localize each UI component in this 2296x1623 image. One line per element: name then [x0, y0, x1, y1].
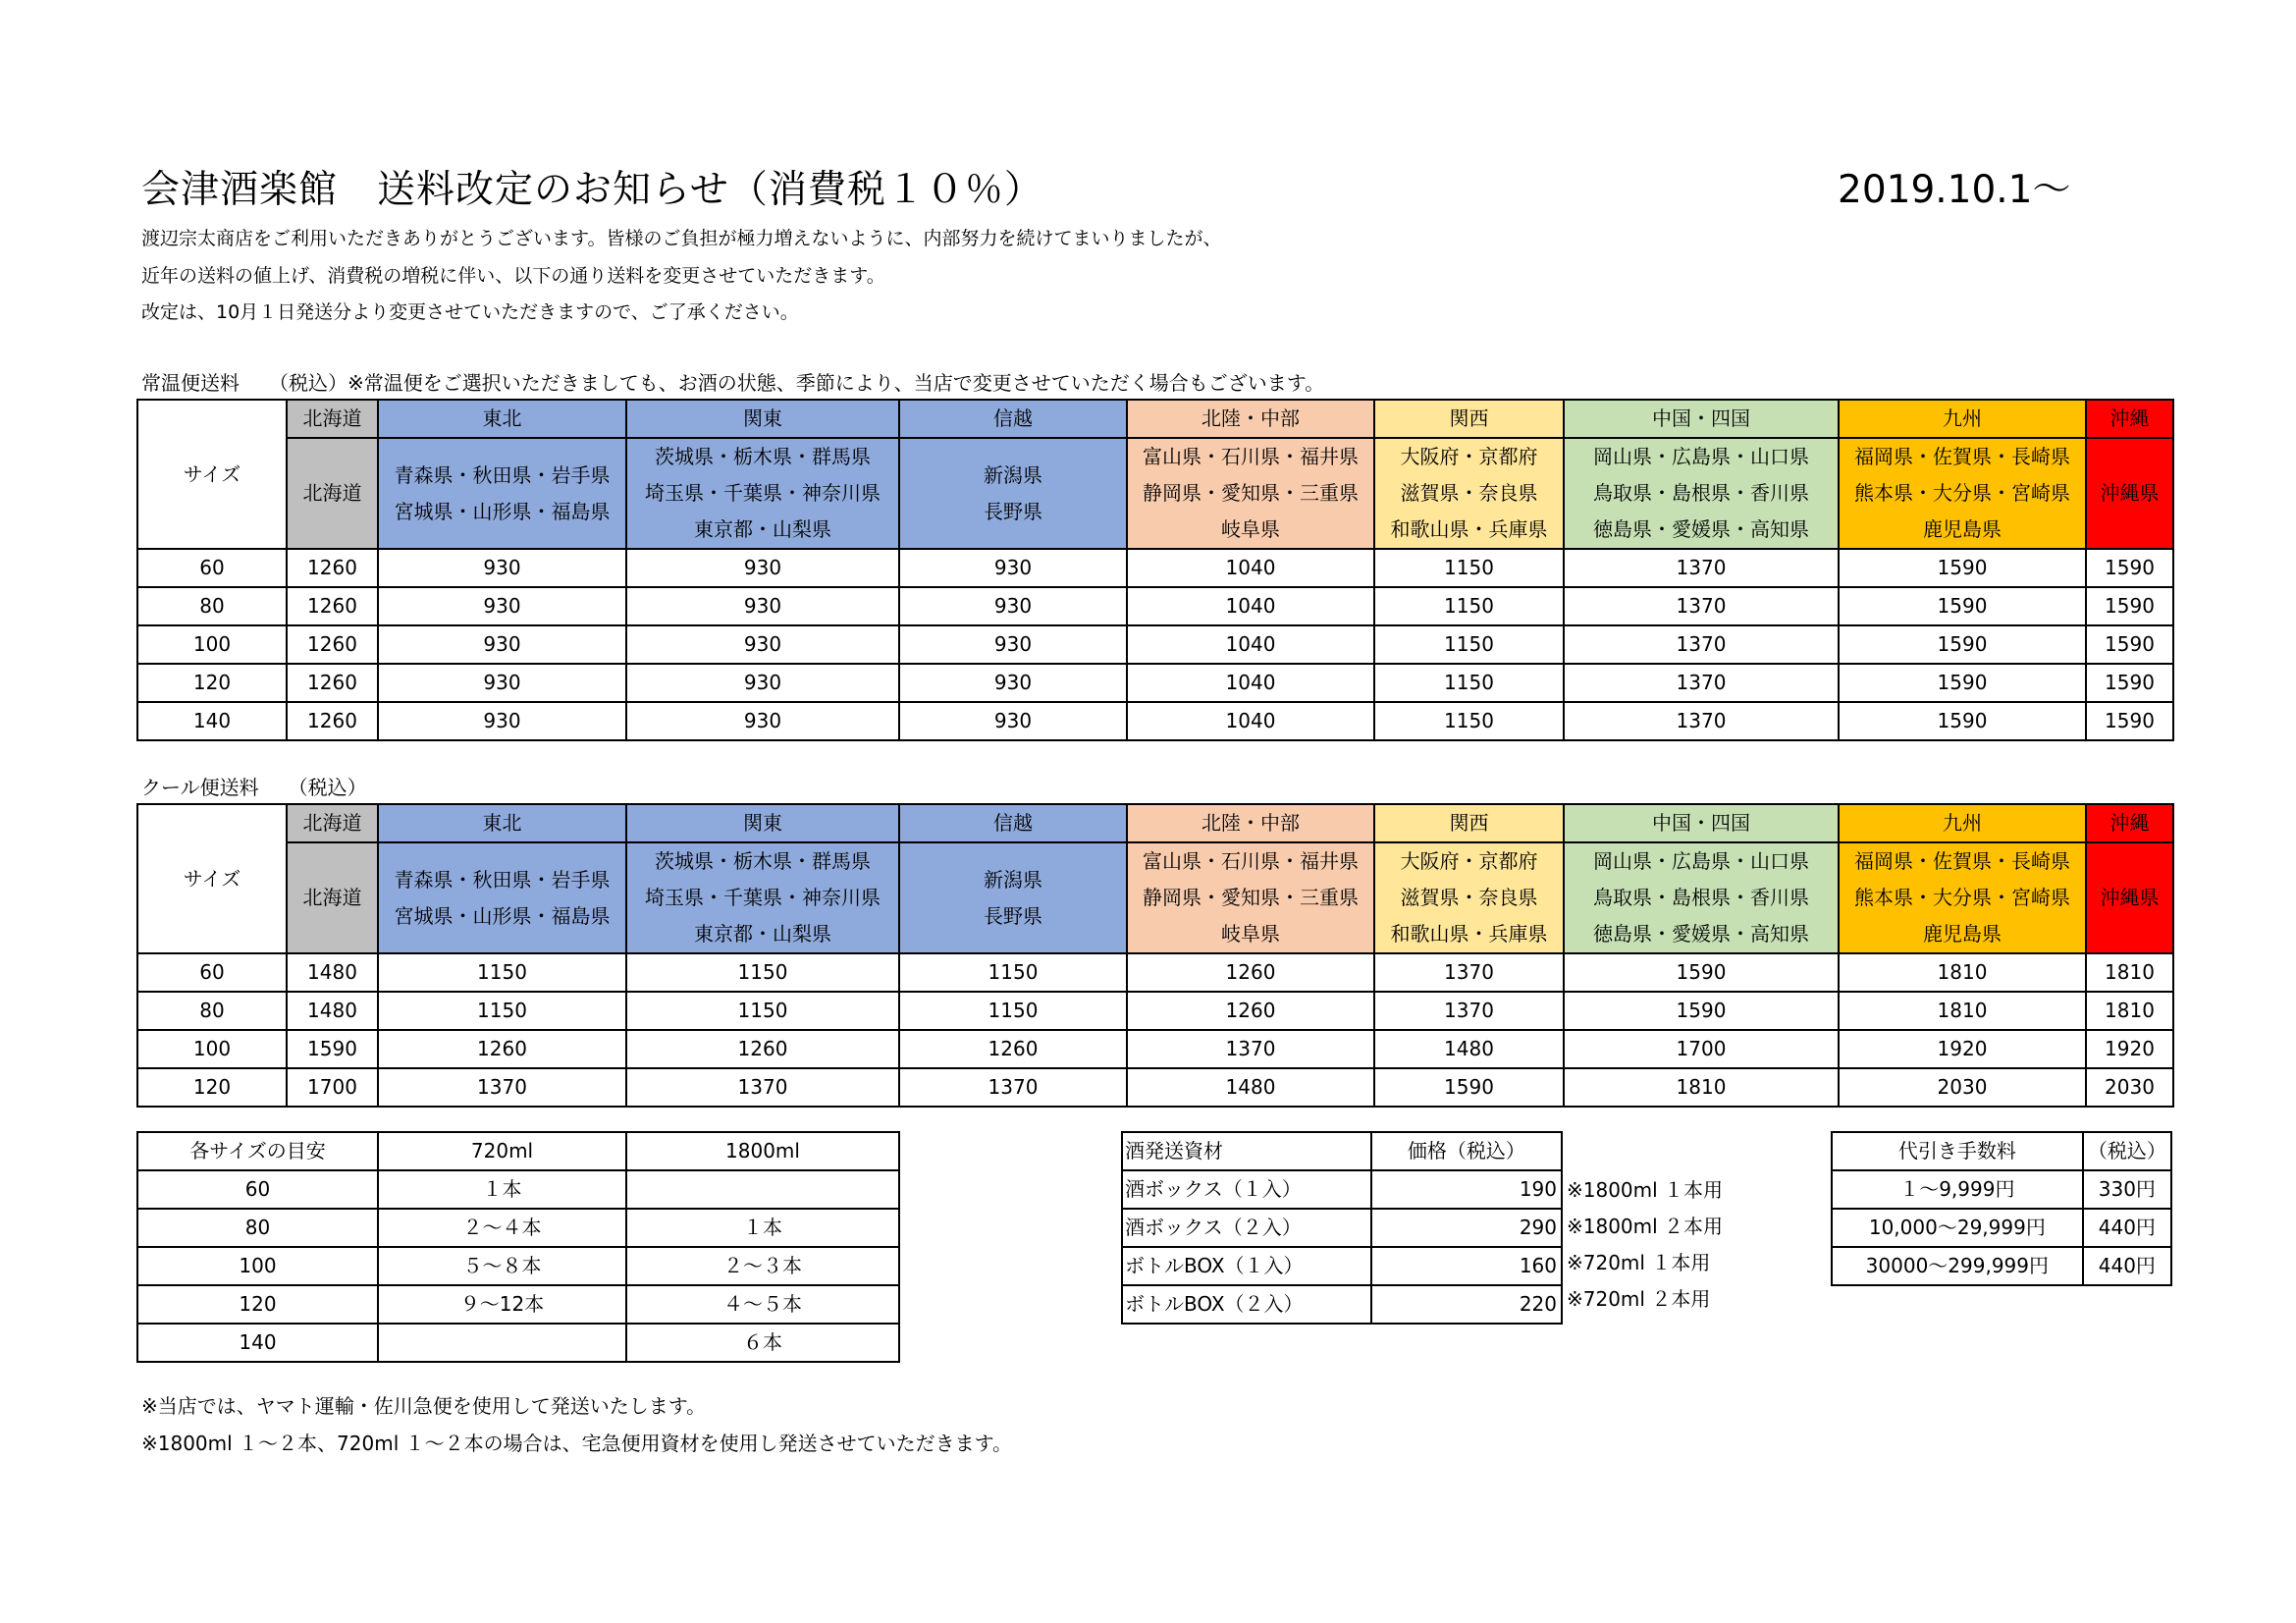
- price-cell: 930: [378, 587, 626, 625]
- price-cell: 1150: [899, 992, 1127, 1030]
- prefecture-line: 鹿児島県: [1923, 517, 2002, 541]
- size-guide-header: 720ml: [378, 1132, 626, 1170]
- prefecture-cell: [1564, 842, 1839, 953]
- cool-caption: クール便送料 （税込）: [141, 776, 367, 799]
- size-guide-header: 1800ml: [626, 1132, 899, 1170]
- prefecture-line: 富山県・石川県・福井県: [1143, 445, 1359, 468]
- footer-note: ※1800ml １～２本、720ml １～２本の場合は、宅急便用資材を使用し発送させていただきます。: [141, 1432, 1013, 1455]
- price-cell: 1040: [1127, 625, 1374, 664]
- prefecture-cell: [2086, 842, 2173, 953]
- price-cell: 1590: [1839, 625, 2086, 664]
- prefecture-cell: [1127, 438, 1374, 549]
- price-cell: 1370: [1127, 1030, 1374, 1068]
- price-cell: 1150: [1374, 549, 1564, 587]
- prefecture-line: 鳥取県・島根県・香川県: [1593, 886, 1809, 909]
- prefecture-line: 福岡県・佐賀県・長崎県: [1854, 849, 2070, 873]
- price-cell: 2030: [1839, 1068, 2086, 1107]
- region-header: 九州: [1839, 400, 2086, 438]
- price-cell: 1590: [2086, 549, 2173, 587]
- price-cell: 1260: [287, 664, 378, 702]
- prefecture-cell: [378, 438, 626, 549]
- material-note: ※720ml １本用: [1567, 1251, 1711, 1274]
- intro-line: 渡辺宗太商店をご利用いただきありがとうございます。皆様のご負担が極力増えないように、内部努力を続けてまいりましたが、: [141, 228, 1222, 249]
- table-header-row: [137, 400, 2173, 438]
- prefecture-cell: [1127, 842, 1374, 953]
- price-cell: 1810: [1839, 953, 2086, 992]
- price-cell: 1810: [1564, 1068, 1839, 1107]
- table-row: [1122, 1170, 1562, 1209]
- table-row: [137, 1068, 2173, 1107]
- prefecture-line: 熊本県・大分県・宮崎県: [1854, 886, 2070, 909]
- table-header-row: [137, 842, 2173, 953]
- cod-cell: 440円: [2083, 1247, 2171, 1285]
- price-cell: 1590: [2086, 587, 2173, 625]
- table-row: [137, 1030, 2173, 1068]
- price-cell: 930: [899, 549, 1127, 587]
- region-header: 東北: [378, 400, 626, 438]
- material-note: ※1800ml ２本用: [1567, 1215, 1724, 1238]
- prefecture-line: 福岡県・佐賀県・長崎県: [1854, 445, 2070, 468]
- prefecture-line: 大阪府・京都府: [1400, 849, 1538, 873]
- price-cell: 1040: [1127, 702, 1374, 740]
- price-cell: 1590: [1839, 587, 2086, 625]
- region-header: 北海道: [287, 400, 378, 438]
- prefecture-line: 東京都・山梨県: [694, 922, 831, 946]
- prefecture-cell: [2086, 438, 2173, 549]
- prefecture-line: 沖縄県: [2100, 481, 2160, 505]
- size-guide-cell: ５～８本: [378, 1247, 626, 1285]
- price-cell: 1590: [1564, 992, 1839, 1030]
- table-header-row: [1832, 1132, 2171, 1170]
- price-cell: 930: [626, 625, 899, 664]
- size-cell: 60: [137, 953, 287, 992]
- prefecture-line: 新潟県: [984, 462, 1042, 487]
- price-cell: 1590: [287, 1030, 378, 1068]
- size-cell: 80: [137, 587, 287, 625]
- prefecture-cell: [1839, 842, 2086, 953]
- price-cell: 1920: [1839, 1030, 2086, 1068]
- price-cell: 1260: [1127, 953, 1374, 992]
- price-cell: 1040: [1127, 587, 1374, 625]
- prefecture-line: 埼玉県・千葉県・神奈川県: [645, 886, 881, 909]
- prefecture-line: 岡山県・広島県・山口県: [1593, 445, 1809, 468]
- prefecture-line: 和歌山県・兵庫県: [1390, 517, 1548, 541]
- table-row: [137, 953, 2173, 992]
- price-cell: 1260: [1127, 992, 1374, 1030]
- table-header-row: [137, 438, 2173, 549]
- material-name: ボトルBOX（２入）: [1122, 1285, 1371, 1324]
- price-cell: 1590: [2086, 625, 2173, 664]
- price-cell: 1590: [1839, 549, 2086, 587]
- prefecture-line: 新潟県: [984, 867, 1042, 892]
- table-row: [1832, 1247, 2171, 1285]
- cod-header: 代引き手数料: [1832, 1132, 2083, 1170]
- size-cell: 140: [137, 702, 287, 740]
- prefecture-cell: [1564, 438, 1839, 549]
- prefecture-line: 静岡県・愛知県・三重県: [1143, 886, 1359, 909]
- price-cell: 930: [626, 702, 899, 740]
- prefecture-line: 徳島県・愛媛県・高知県: [1593, 922, 1809, 946]
- price-cell: 1810: [1839, 992, 2086, 1030]
- table-row: [137, 1324, 899, 1362]
- price-cell: 1370: [626, 1068, 899, 1107]
- material-note: ※1800ml １本用: [1567, 1178, 1724, 1202]
- price-cell: 1370: [1564, 625, 1839, 664]
- size-guide-table: [136, 1131, 900, 1363]
- region-header: 関西: [1374, 804, 1564, 842]
- regular-shipping-table: [136, 399, 2174, 741]
- price-cell: 930: [378, 702, 626, 740]
- cod-header: （税込）: [2083, 1132, 2171, 1170]
- prefecture-line: 滋賀県・奈良県: [1400, 886, 1538, 909]
- price-cell: 1260: [899, 1030, 1127, 1068]
- intro-line: 近年の送料の値上げ、消費税の増税に伴い、以下の通り送料を変更させていただきます。: [141, 265, 885, 287]
- region-header: 北陸・中部: [1127, 804, 1374, 842]
- table-header-row: [1122, 1132, 1562, 1170]
- price-cell: 1150: [1374, 664, 1564, 702]
- price-cell: 1590: [1839, 664, 2086, 702]
- cod-cell: 440円: [2083, 1209, 2171, 1247]
- materials-header: 価格（税込）: [1371, 1132, 1562, 1170]
- material-note: ※720ml ２本用: [1567, 1287, 1711, 1311]
- price-cell: 1370: [899, 1068, 1127, 1107]
- prefecture-line: 宮城県・山形県・福島県: [394, 903, 611, 928]
- table-row: [137, 992, 2173, 1030]
- prefecture-line: 埼玉県・千葉県・神奈川県: [645, 481, 881, 505]
- material-price: 290: [1371, 1209, 1562, 1247]
- intro-line: 改定は、10月１日発送分より変更させていただきますので、ご了承ください。: [141, 301, 799, 323]
- price-cell: 1590: [2086, 664, 2173, 702]
- price-cell: 1260: [287, 625, 378, 664]
- materials-table: [1121, 1131, 1563, 1325]
- price-cell: 1590: [1374, 1068, 1564, 1107]
- table-row: [1832, 1209, 2171, 1247]
- size-guide-cell: １本: [378, 1170, 626, 1209]
- material-name: 酒ボックス（１入）: [1122, 1170, 1371, 1209]
- size-cell: 100: [137, 625, 287, 664]
- prefecture-line: 北海道: [302, 886, 362, 909]
- table-row: [137, 587, 2173, 625]
- price-cell: 1810: [2086, 992, 2173, 1030]
- size-guide-cell: 100: [137, 1247, 378, 1285]
- price-cell: 1480: [287, 953, 378, 992]
- region-header: 信越: [899, 804, 1127, 842]
- prefecture-line: 岐阜県: [1221, 922, 1280, 946]
- price-cell: 1260: [378, 1030, 626, 1068]
- region-header: 関東: [626, 804, 899, 842]
- table-row: [137, 549, 2173, 587]
- price-cell: 1370: [378, 1068, 626, 1107]
- table-row: [137, 1285, 899, 1324]
- table-header-row: [137, 1132, 899, 1170]
- material-name: ボトルBOX（１入）: [1122, 1247, 1371, 1285]
- prefecture-line: 鹿児島県: [1923, 922, 2002, 946]
- price-cell: 930: [626, 549, 899, 587]
- region-header: 信越: [899, 400, 1127, 438]
- prefecture-line: 岐阜県: [1221, 517, 1280, 541]
- cod-cell: 10,000～29,999円: [1832, 1209, 2083, 1247]
- region-header: 中国・四国: [1564, 400, 1839, 438]
- price-cell: 1150: [1374, 625, 1564, 664]
- region-header: 九州: [1839, 804, 2086, 842]
- material-price: 220: [1371, 1285, 1562, 1324]
- size-cell: 120: [137, 1068, 287, 1107]
- size-guide-cell: 140: [137, 1324, 378, 1362]
- size-guide-cell: ４～５本: [626, 1285, 899, 1324]
- prefecture-line: 沖縄県: [2100, 886, 2160, 909]
- prefecture-cell: [1374, 842, 1564, 953]
- size-guide-cell: ６本: [626, 1324, 899, 1362]
- price-cell: 1260: [287, 587, 378, 625]
- price-cell: 930: [899, 702, 1127, 740]
- price-cell: 1150: [1374, 587, 1564, 625]
- material-name: 酒ボックス（２入）: [1122, 1209, 1371, 1247]
- price-cell: 1260: [287, 702, 378, 740]
- region-header: 北海道: [287, 804, 378, 842]
- price-cell: 1370: [1374, 953, 1564, 992]
- prefecture-line: 東京都・山梨県: [694, 517, 831, 541]
- price-cell: 1480: [1374, 1030, 1564, 1068]
- table-row: [1122, 1247, 1562, 1285]
- size-cell: 60: [137, 549, 287, 587]
- price-cell: 1260: [287, 549, 378, 587]
- prefecture-line: 鳥取県・島根県・香川県: [1593, 481, 1809, 505]
- price-cell: 930: [378, 625, 626, 664]
- prefecture-cell: [378, 842, 626, 953]
- price-cell: 1150: [378, 953, 626, 992]
- price-cell: 1590: [1839, 702, 2086, 740]
- price-cell: 1150: [899, 953, 1127, 992]
- prefecture-line: 静岡県・愛知県・三重県: [1143, 481, 1359, 505]
- price-cell: 930: [899, 625, 1127, 664]
- table-row: [1832, 1170, 2171, 1209]
- size-header: サイズ: [137, 804, 287, 953]
- cod-cell: 330円: [2083, 1170, 2171, 1209]
- size-guide-cell: １本: [626, 1209, 899, 1247]
- table-row: [137, 1170, 899, 1209]
- price-cell: 1150: [626, 953, 899, 992]
- price-cell: 1040: [1127, 664, 1374, 702]
- region-header: 関東: [626, 400, 899, 438]
- material-price: 160: [1371, 1247, 1562, 1285]
- prefecture-cell: [287, 438, 378, 549]
- prefecture-cell: [1374, 438, 1564, 549]
- region-header: 関西: [1374, 400, 1564, 438]
- price-cell: 930: [899, 587, 1127, 625]
- table-row: [137, 625, 2173, 664]
- region-header: 中国・四国: [1564, 804, 1839, 842]
- prefecture-line: 岡山県・広島県・山口県: [1593, 849, 1809, 873]
- prefecture-cell: [626, 842, 899, 953]
- price-cell: 1700: [1564, 1030, 1839, 1068]
- effective-date: 2019.10.1～: [1838, 168, 2071, 212]
- prefecture-cell: [899, 438, 1127, 549]
- region-header: 沖縄: [2086, 400, 2173, 438]
- price-cell: 1700: [287, 1068, 378, 1107]
- price-cell: 1370: [1564, 664, 1839, 702]
- materials-header: 酒発送資材: [1122, 1132, 1371, 1170]
- price-cell: 1480: [1127, 1068, 1374, 1107]
- price-cell: 930: [378, 664, 626, 702]
- size-guide-cell: 80: [137, 1209, 378, 1247]
- price-cell: 1370: [1374, 992, 1564, 1030]
- prefecture-line: 茨城県・栃木県・群馬県: [655, 445, 871, 468]
- size-guide-cell: [378, 1324, 626, 1362]
- size-guide-header: 各サイズの目安: [137, 1132, 378, 1170]
- size-guide-cell: ９～12本: [378, 1285, 626, 1324]
- table-row: [137, 702, 2173, 740]
- prefecture-line: 北海道: [302, 481, 362, 505]
- table-header-row: [137, 804, 2173, 842]
- price-cell: 1150: [378, 992, 626, 1030]
- prefecture-cell: [899, 842, 1127, 953]
- price-cell: 930: [899, 664, 1127, 702]
- prefecture-line: 富山県・石川県・福井県: [1143, 849, 1359, 873]
- price-cell: 930: [626, 587, 899, 625]
- size-header: サイズ: [137, 400, 287, 549]
- size-guide-cell: 60: [137, 1170, 378, 1209]
- price-cell: 1920: [2086, 1030, 2173, 1068]
- prefecture-line: 青森県・秋田県・岩手県: [394, 867, 611, 892]
- price-cell: 930: [378, 549, 626, 587]
- price-cell: 1370: [1564, 702, 1839, 740]
- size-cell: 120: [137, 664, 287, 702]
- price-cell: 1150: [1374, 702, 1564, 740]
- price-cell: 1810: [2086, 953, 2173, 992]
- price-cell: 930: [626, 664, 899, 702]
- prefecture-line: 長野県: [984, 499, 1042, 523]
- cod-fee-table: [1831, 1131, 2172, 1286]
- prefecture-cell: [1839, 438, 2086, 549]
- prefecture-line: 長野県: [984, 903, 1042, 928]
- price-cell: 1590: [2086, 702, 2173, 740]
- table-row: [1122, 1285, 1562, 1324]
- prefecture-line: 大阪府・京都府: [1400, 445, 1538, 468]
- material-price: 190: [1371, 1170, 1562, 1209]
- table-row: [137, 1247, 899, 1285]
- footer-note: ※当店では、ヤマト運輸・佐川急便を使用して発送いたします。: [141, 1394, 707, 1418]
- table-row: [1122, 1209, 1562, 1247]
- prefecture-line: 宮城県・山形県・福島県: [394, 499, 611, 523]
- prefecture-line: 和歌山県・兵庫県: [1390, 922, 1548, 946]
- price-cell: 1260: [626, 1030, 899, 1068]
- price-cell: 1150: [626, 992, 899, 1030]
- price-cell: 1370: [1564, 587, 1839, 625]
- size-guide-cell: ２～３本: [626, 1247, 899, 1285]
- table-row: [137, 1209, 899, 1247]
- prefecture-line: 茨城県・栃木県・群馬県: [655, 849, 871, 873]
- price-cell: 1040: [1127, 549, 1374, 587]
- region-header: 北陸・中部: [1127, 400, 1374, 438]
- region-header: 東北: [378, 804, 626, 842]
- size-cell: 100: [137, 1030, 287, 1068]
- region-header: 沖縄: [2086, 804, 2173, 842]
- cod-cell: 30000～299,999円: [1832, 1247, 2083, 1285]
- prefecture-line: 青森県・秋田県・岩手県: [394, 462, 611, 487]
- prefecture-line: 徳島県・愛媛県・高知県: [1593, 517, 1809, 541]
- size-guide-cell: [626, 1170, 899, 1209]
- size-cell: 80: [137, 992, 287, 1030]
- cool-shipping-table: [136, 803, 2174, 1108]
- table-row: [137, 664, 2173, 702]
- prefecture-line: 滋賀県・奈良県: [1400, 481, 1538, 505]
- regular-caption: 常温便送料 （税込）※常温便をご選択いただきましても、お酒の状態、季節により、当店で変更させていただく場合もございます。: [141, 371, 1325, 395]
- size-guide-cell: 120: [137, 1285, 378, 1324]
- price-cell: 1370: [1564, 549, 1839, 587]
- page-title: 会津酒楽館 送料改定のお知らせ（消費税１０％）: [141, 168, 1043, 212]
- size-guide-cell: ２～４本: [378, 1209, 626, 1247]
- prefecture-line: 熊本県・大分県・宮崎県: [1854, 481, 2070, 505]
- price-cell: 1590: [1564, 953, 1839, 992]
- prefecture-cell: [287, 842, 378, 953]
- cod-cell: １～9,999円: [1832, 1170, 2083, 1209]
- prefecture-cell: [626, 438, 899, 549]
- price-cell: 2030: [2086, 1068, 2173, 1107]
- price-cell: 1480: [287, 992, 378, 1030]
